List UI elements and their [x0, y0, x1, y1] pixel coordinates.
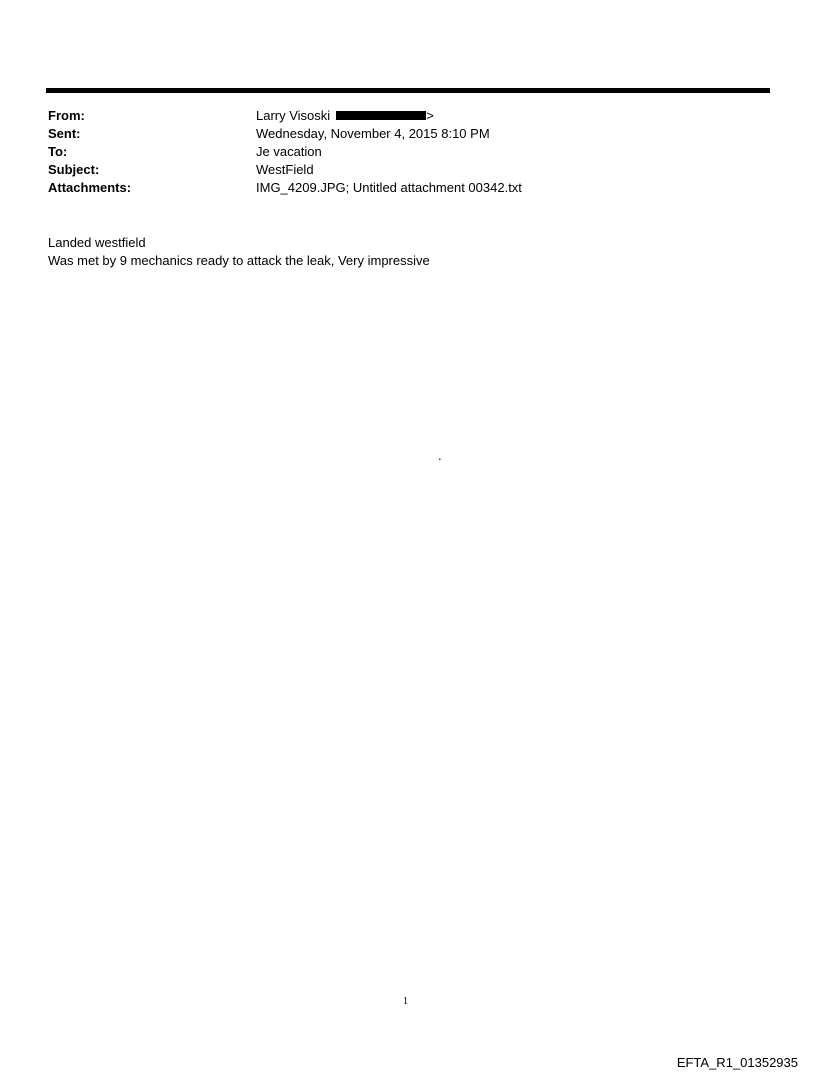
document-id: EFTA_R1_01352935 — [676, 1055, 798, 1070]
from-label: From: — [48, 108, 85, 123]
subject-value: WestField — [256, 162, 314, 177]
subject-label: Subject: — [48, 162, 100, 177]
email-header — [48, 107, 522, 197]
stray-mark: . — [438, 448, 442, 463]
redaction-block — [336, 111, 426, 120]
header-divider — [46, 88, 770, 93]
subject-row — [48, 161, 522, 179]
attachments-value: IMG_4209.JPG; Untitled attachment 00342.txt — [256, 180, 522, 195]
attachments-row — [48, 179, 522, 197]
sender-name: Larry Visoski — [256, 108, 331, 123]
from-row — [48, 107, 522, 125]
email-body — [48, 234, 430, 270]
from-value — [256, 107, 434, 125]
from-suffix: > — [426, 108, 434, 123]
to-value: Je vacation — [256, 144, 322, 159]
body-line-1: Landed westfield — [48, 235, 146, 250]
sent-row — [48, 125, 522, 143]
body-line-2: Was met by 9 mechanics ready to attack the leak, Very impressive — [48, 253, 430, 268]
sent-label: Sent: — [48, 126, 81, 141]
page-number: 1 — [403, 996, 408, 1007]
attachments-label: Attachments: — [48, 180, 132, 195]
to-row — [48, 143, 522, 161]
sent-value: Wednesday, November 4, 2015 8:10 PM — [256, 126, 490, 141]
to-label: To: — [48, 144, 68, 159]
